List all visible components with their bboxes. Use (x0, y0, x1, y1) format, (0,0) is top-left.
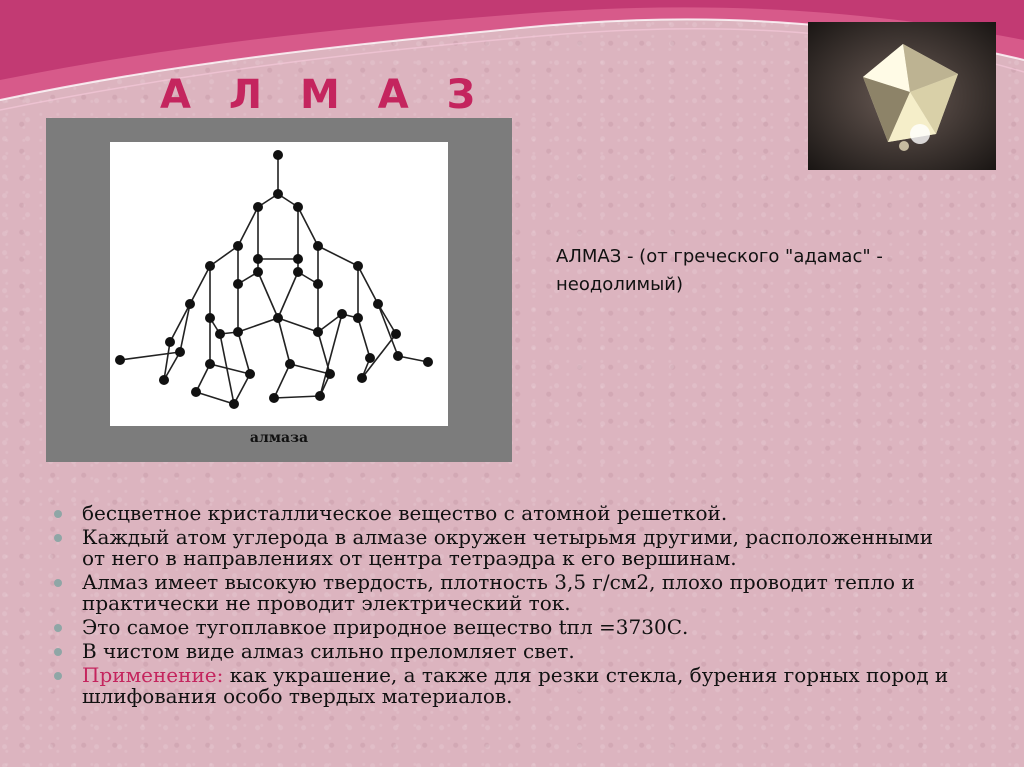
lattice-bond (238, 318, 278, 332)
lattice-atom (393, 351, 403, 361)
lattice-atom (353, 313, 363, 323)
lattice-atom (423, 357, 433, 367)
bullet-dot-icon (54, 534, 62, 542)
lattice-bond (258, 272, 278, 318)
bullet-dot-icon (54, 579, 62, 587)
list-item (50, 527, 950, 569)
lattice-bond (234, 374, 250, 404)
lattice-atom (191, 387, 201, 397)
lattice-atom (253, 267, 263, 277)
lattice-atom (205, 313, 215, 323)
lattice-atom (159, 375, 169, 385)
lattice-atom (273, 189, 283, 199)
diamond-photo (808, 22, 996, 170)
lattice-atom (273, 150, 283, 160)
lattice-atom (391, 329, 401, 339)
lattice-atom (215, 329, 225, 339)
lattice-atom (185, 299, 195, 309)
lattice-bond (210, 364, 250, 374)
lattice-atom (293, 267, 303, 277)
lattice-atom (357, 373, 367, 383)
lattice-atom (293, 202, 303, 212)
bullet-text: Это самое тугоплавкое природное вещество tпл =3730С. (82, 615, 689, 639)
lattice-atom (233, 279, 243, 289)
lattice-bond (290, 364, 330, 374)
lattice-bond (278, 272, 298, 318)
lattice-atom (353, 261, 363, 271)
diamond-definition: АЛМАЗ - (от греческого "адамас" - неодолимый) (556, 246, 883, 295)
diamond-lattice-diagram (110, 142, 448, 426)
lattice-bond (196, 392, 234, 404)
bullet-dot-icon (54, 510, 62, 518)
bullet-dot-icon (54, 624, 62, 632)
lattice-bond (120, 352, 180, 360)
lattice-atom (373, 299, 383, 309)
bullet-dot-icon (54, 648, 62, 656)
lattice-atom (313, 327, 323, 337)
lattice-atom (205, 261, 215, 271)
lattice-atom (313, 279, 323, 289)
lattice-bond (238, 207, 258, 246)
page-title: А Л М А З (160, 72, 488, 118)
lattice-atom (285, 359, 295, 369)
lattice-bond (274, 364, 290, 398)
lattice-atom (253, 254, 263, 264)
lattice-atom (293, 254, 303, 264)
lattice-atom (165, 337, 175, 347)
lattice-bond (278, 318, 318, 332)
lattice-bond (358, 266, 378, 304)
bullet-dot-icon (54, 672, 62, 680)
list-item (50, 572, 950, 614)
lattice-bond (320, 314, 342, 396)
lattice-atom (115, 355, 125, 365)
lattice-atom (233, 327, 243, 337)
lattice-atom (313, 241, 323, 251)
lattice-atom (273, 313, 283, 323)
lattice-bond (180, 304, 190, 352)
properties-list (50, 503, 950, 710)
lattice-atom (325, 369, 335, 379)
lattice-atom (175, 347, 185, 357)
lattice-bond (238, 332, 250, 374)
list-item (50, 641, 950, 662)
lattice-atom (365, 353, 375, 363)
lattice-atom (205, 359, 215, 369)
lattice-bond (274, 396, 320, 398)
lattice-atom (229, 399, 239, 409)
lattice-bond (190, 266, 210, 304)
lattice-bond (318, 246, 358, 266)
bullet-text: как украшение, а также для резки стекла, бурения горных пород и шлифования особо твердых материалов. (82, 663, 949, 708)
lattice-atom (315, 391, 325, 401)
lattice-bond (358, 318, 370, 358)
diamond-structure-figure (46, 118, 512, 462)
list-item (50, 665, 950, 707)
bullet-text: бесцветное кристаллическое вещество с атомной решеткой. (82, 501, 728, 525)
list-item (50, 617, 950, 638)
lattice-bond (298, 207, 318, 246)
lattice-atom (337, 309, 347, 319)
lattice-atom (269, 393, 279, 403)
lattice-atom (233, 241, 243, 251)
lattice-bond (170, 304, 190, 342)
bullet-text: В чистом виде алмаз сильно преломляет свет. (82, 639, 575, 663)
structure-caption: алмаза (249, 430, 309, 446)
lattice-atom (245, 369, 255, 379)
lattice-bond (278, 318, 290, 364)
lattice-atom (253, 202, 263, 212)
application-label: Применение: (82, 663, 224, 687)
bullet-text: Алмаз имеет высокую твердость, плотность 3,5 г/см2, плохо проводит тепло и практически не проводит электрический ток. (82, 570, 915, 615)
bullet-text: Каждый атом углерода в алмазе окружен четырьмя другими, расположенными от него в направлениях от центра тетраэдра к его вершинам. (82, 525, 934, 570)
list-item (50, 503, 950, 524)
lattice-bond (210, 246, 238, 266)
